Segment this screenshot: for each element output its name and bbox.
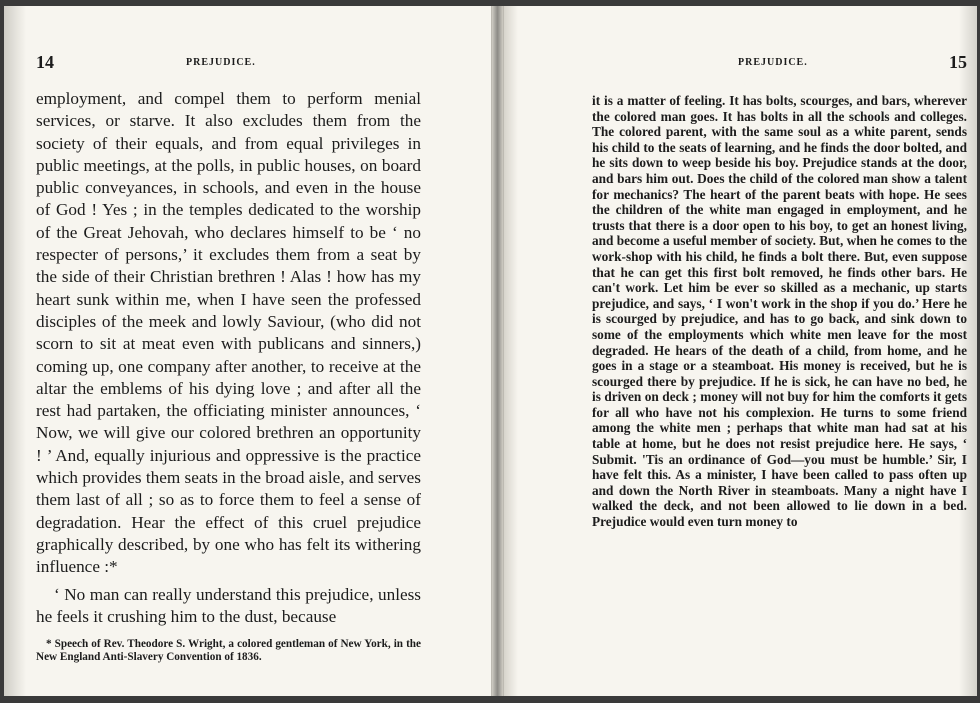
right-page <box>503 6 977 696</box>
left-page-header <box>36 52 421 74</box>
paragraph: employment, and compel them to perform menial services, or starve. It also excludes them from the society of their equals, and from equal privileges in public meetings, at the polls, in public houses, on board public conveyances, in schools, and even in the house of God ! Yes ; in the temples dedicated to the worship of the Great Jehovah, who declares himself to be ‘ no respecter of persons,’ it excludes them from a seat by the side of their Christian brethren ! Alas ! how has my heart sunk within me, when I have seen the professed disciples of the meek and lowly Saviour, (who did not scorn to sit at meat even with publicans and sinners,) coming up, one company after another, to receive at the altar the emblems of his dying love ; and after all the rest had partaken, the officiating minister announces, ‘ Now, we will give our colored brethren an opportunity ! ’ And, equally injurious and oppressive is the practice which provides them seats in the broad aisle, and serves them last of all ; so as to force them to feel a sense of degradation. Hear the effect of this cruel prejudice graphically described, by one who has felt its withering influence :* <box>36 89 421 577</box>
book-gutter <box>492 6 503 696</box>
running-head: PREJUDICE. <box>738 57 808 68</box>
left-page-body <box>36 88 421 628</box>
page-inner-shadow <box>504 6 518 696</box>
paragraph: ‘ No man can really understand this prejudice, unless he feels it crushing him to the dust, because <box>36 584 421 626</box>
running-head: PREJUDICE. <box>186 57 256 68</box>
left-page <box>4 6 492 696</box>
page-number: 14 <box>36 52 54 72</box>
page-number: 15 <box>949 52 967 72</box>
right-page-body: it is a matter of feeling. It has bolts, scourges, and bars, wherever the colored man goes. It has bolts in all the schools and colleges. The colored parent, with the same soul as a white parent, sends his child to the seats of learning, and he finds the door bolted, and he sits down to weep beside his boy. Prejudice stands at the door, and bars him out. Does the child of the colored man show a talent for mechanics? The heart of the parent beats with hope. He sees the children of the white man engaged in employment, and he trusts that there is a door open to his boy, to get an honest living, and become a useful member of society. But, when he comes to the work-shop with his child, he finds a bolt there. But, even suppose that he can get this first bolt removed, he finds other bars. He can't work. Let him be ever so skilled as a mechanic, up starts prejudice, and says, ‘ I won't work in the shop if you do.’ Here he is scourged by prejudice, and has to go back, and sink down to some of the employments which white men leave for the most degraded. He hears of the death of a child, from home, and he goes in a stage or a steamboat. His money is received, but he is scourged there by prejudice. If he is sick, he can have no bed, he is driven on deck ; money will not buy for him the comforts it gets for all who have not his complexion. He turns to some friend among the white men ; perhaps that white man had sat at his table at home, but he does not resist prejudice here. He says, ‘ Submit. 'Tis an ordinance of God—you must be humble.’ Sir, I have felt this. As a minister, I have been called to pass often up and down the North River in steamboats. Many a night have I walked the deck, and not been allowed to lie down in a bed. Prejudice would even turn money to <box>592 93 967 530</box>
footnote: * Speech of Rev. Theodore S. Wright, a colored gentleman of New York, in the New England Anti-Slavery Convention of 1836. <box>36 638 421 663</box>
page-edge-shadow <box>4 6 26 696</box>
right-page-header <box>592 52 967 74</box>
